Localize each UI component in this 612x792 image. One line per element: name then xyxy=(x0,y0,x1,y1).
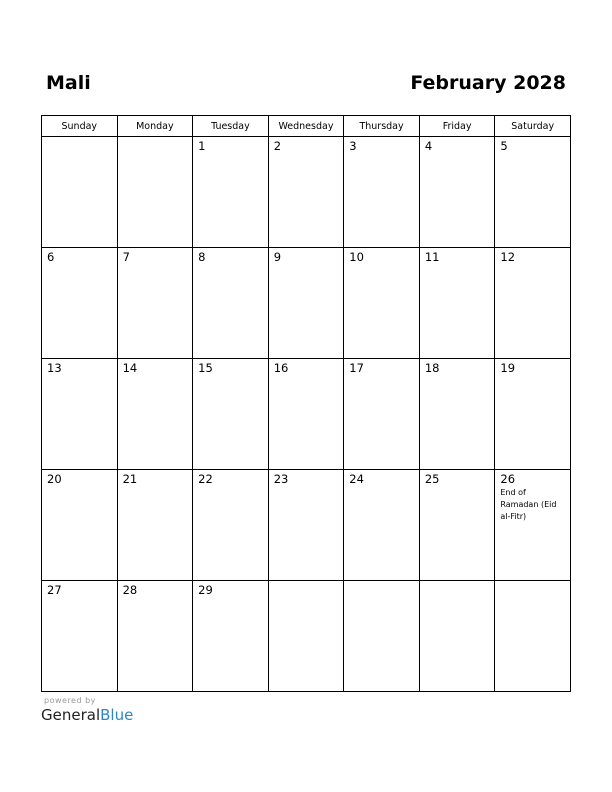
day-cell xyxy=(344,581,420,692)
day-cell xyxy=(42,359,118,470)
day-cell xyxy=(193,137,269,248)
day-cell xyxy=(344,470,420,581)
footer-branding xyxy=(41,696,133,724)
day-number: 21 xyxy=(122,472,138,486)
day-cell xyxy=(268,581,344,692)
day-number: 28 xyxy=(122,583,138,597)
day-cell xyxy=(193,470,269,581)
day-number: 18 xyxy=(424,361,440,375)
day-number: 9 xyxy=(273,250,282,264)
day-number: 8 xyxy=(198,250,206,264)
day-cell xyxy=(268,137,344,248)
day-number: 13 xyxy=(47,361,62,375)
week-row xyxy=(42,581,571,692)
day-cell xyxy=(42,470,118,581)
day-number: 4 xyxy=(424,139,433,153)
day-cell xyxy=(193,581,269,692)
day-number: 29 xyxy=(198,583,213,597)
generalblue-logo[interactable] xyxy=(41,706,133,724)
day-number xyxy=(42,137,117,140)
day-cell xyxy=(419,581,495,692)
day-number xyxy=(420,581,495,584)
day-cell xyxy=(344,359,420,470)
day-number: 17 xyxy=(349,361,364,375)
day-number: 1 xyxy=(198,139,206,153)
day-number: 16 xyxy=(273,361,289,375)
day-cell xyxy=(42,137,118,248)
day-number: 5 xyxy=(500,139,508,153)
day-cell xyxy=(419,359,495,470)
weekday-friday: Friday xyxy=(419,116,495,137)
day-number: 2 xyxy=(273,139,282,153)
day-cell xyxy=(42,248,118,359)
day-number: 19 xyxy=(500,361,516,375)
brand-part-general: General xyxy=(41,706,101,724)
day-cell xyxy=(344,137,420,248)
day-cell xyxy=(117,359,193,470)
day-cell xyxy=(117,137,193,248)
day-cell xyxy=(495,359,571,470)
country-title: Mali xyxy=(46,72,91,94)
weekday-saturday: Saturday xyxy=(495,116,571,137)
day-cell xyxy=(344,248,420,359)
day-cell xyxy=(268,248,344,359)
weekday-thursday: Thursday xyxy=(344,116,420,137)
day-number xyxy=(344,581,419,584)
day-number: 10 xyxy=(349,250,364,264)
day-cell xyxy=(117,581,193,692)
day-cell xyxy=(419,248,495,359)
day-cell xyxy=(495,248,571,359)
day-cell xyxy=(117,470,193,581)
weekday-tuesday: Tuesday xyxy=(193,116,269,137)
day-cell xyxy=(117,248,193,359)
weekday-sunday: Sunday xyxy=(42,116,118,137)
month-title: February 2028 xyxy=(410,72,566,94)
weekday-monday: Monday xyxy=(117,116,193,137)
day-number: 3 xyxy=(349,139,357,153)
day-cell xyxy=(193,359,269,470)
weekday-wednesday: Wednesday xyxy=(268,116,344,137)
day-cell xyxy=(495,137,571,248)
calendar-grid xyxy=(41,115,571,692)
day-number: 6 xyxy=(47,250,55,264)
day-number xyxy=(118,137,193,140)
day-number: 12 xyxy=(500,250,516,264)
week-row xyxy=(42,470,571,581)
day-cell xyxy=(193,248,269,359)
day-cell xyxy=(42,581,118,692)
day-number xyxy=(495,581,570,584)
day-number: 15 xyxy=(198,361,213,375)
holiday-label: End of Ramadan (Eid al-Fitr) xyxy=(500,488,557,521)
week-row xyxy=(42,359,571,470)
day-number xyxy=(269,581,344,584)
week-row xyxy=(42,248,571,359)
day-number: 22 xyxy=(198,472,213,486)
day-number: 26 xyxy=(500,472,516,486)
brand-part-blue: Blue xyxy=(100,706,134,724)
day-number: 24 xyxy=(349,472,364,486)
weekday-header-row xyxy=(42,116,571,137)
day-cell xyxy=(268,359,344,470)
day-cell xyxy=(495,470,571,581)
day-number: 20 xyxy=(47,472,62,486)
day-number: 7 xyxy=(122,250,130,264)
day-number: 25 xyxy=(424,472,440,486)
day-cell xyxy=(268,470,344,581)
day-number: 23 xyxy=(273,472,289,486)
powered-by-text: powered by xyxy=(44,696,96,705)
day-cell xyxy=(419,470,495,581)
day-number: 27 xyxy=(47,583,62,597)
day-number: 14 xyxy=(122,361,138,375)
day-number: 11 xyxy=(424,250,440,264)
day-cell xyxy=(495,581,571,692)
week-row xyxy=(42,137,571,248)
day-cell xyxy=(419,137,495,248)
